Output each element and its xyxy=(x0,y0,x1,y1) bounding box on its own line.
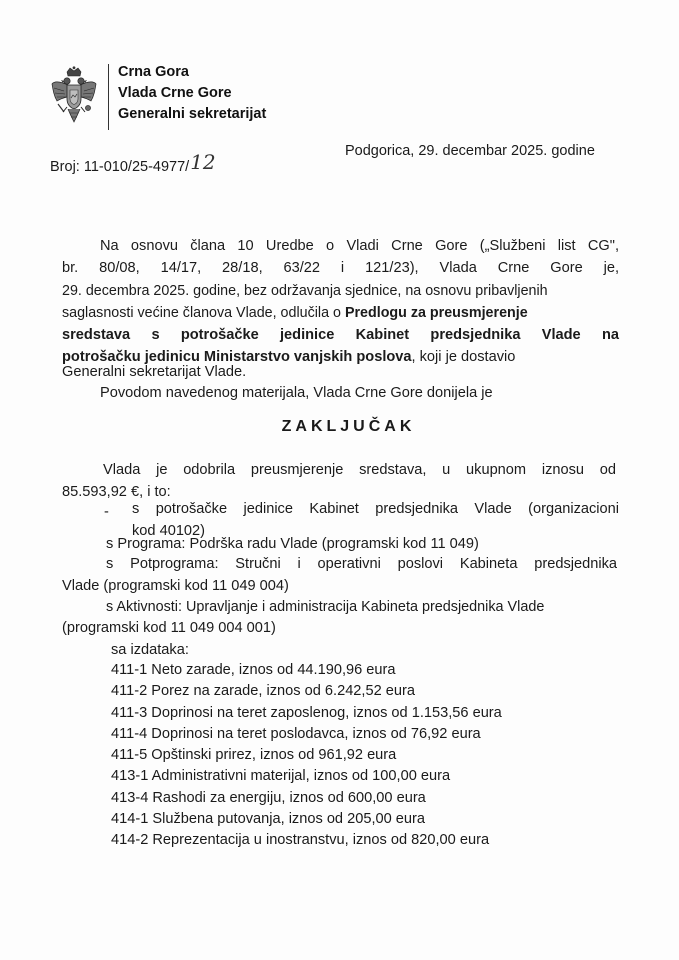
conclusion-line-5: s Programa: Podrška radu Vlade (programski kod 11 049) xyxy=(106,536,479,552)
handwritten-reference: 12 xyxy=(190,150,216,174)
header-secretariat: Generalni sekretarijat xyxy=(118,106,267,122)
intro-line-6 xyxy=(62,349,515,365)
coat-of-arms-icon xyxy=(50,66,98,124)
conclusion-line-9: (programski kod 11 049 004 001) xyxy=(62,620,276,636)
conclusion-line-6: s Potprograma: Stručni i operativni poslovi Kabineta predsjednika xyxy=(106,556,617,572)
conclusion-line-1: Vlada je odobrila preusmjerenje sredstava, u ukupnom iznosu od xyxy=(103,462,616,478)
list-bullet: - xyxy=(104,504,109,520)
header-country: Crna Gora xyxy=(118,64,189,80)
header-government: Vlada Crne Gore xyxy=(118,85,232,101)
conclusion-line-2: 85.593,92 €, i to: xyxy=(62,484,171,500)
expenditure-item: 411-2 Porez na zarade, iznos od 6.242,52 eura xyxy=(111,683,415,700)
header-block xyxy=(118,62,266,125)
intro-line-4 xyxy=(62,305,528,321)
expenditure-item: 414-1 Službena putovanja, iznos od 205,00 eura xyxy=(111,811,426,828)
conclusion-line-8: s Aktivnosti: Upravljanje i administracija Kabineta predsjednika Vlade xyxy=(106,599,545,615)
reference-number-text: Broj: 11-010/25-4977/ xyxy=(50,159,190,175)
expenditure-item: 411-5 Opštinski prirez, iznos od 961,92 eura xyxy=(111,747,397,764)
expenditure-item: 413-1 Administrativni materijal, iznos od 100,00 eura xyxy=(111,768,451,785)
expenditure-list xyxy=(111,660,502,852)
expenditure-item: 411-1 Neto zarade, iznos od 44.190,96 eura xyxy=(111,662,396,678)
expenditure-item: 411-4 Doprinosi na teret poslodavca, iznos od 76,92 eura xyxy=(111,725,481,742)
intro-line-2: br. 80/08, 14/17, 28/18, 63/22 i 121/23), Vlada Crne Gore je, xyxy=(62,260,619,276)
conclusion-line-4: kod 40102) xyxy=(132,523,206,539)
conclusion-line-3: s potrošačke jedinice Kabinet predsjednika Vlade (organizacioni xyxy=(132,501,619,517)
expenditure-item: 413-4 Rashodi za energiju, iznos od 600,00 eura xyxy=(111,789,426,806)
document-title: ZAKLJUČAK xyxy=(281,418,416,435)
header-divider xyxy=(108,64,109,130)
expenditure-item: 414-2 Reprezentacija u inostranstvu, iznos od 820,00 eura xyxy=(111,832,490,849)
conclusion-line-10: sa izdataka: xyxy=(111,642,189,658)
conclusion-line-7: Vlade (programski kod 11 049 004) xyxy=(62,578,289,594)
intro-line-4-bold: Predlogu za preusmjerenje xyxy=(344,305,528,321)
intro-line-8: Povodom navedenog materijala, Vlada Crne Gore donijela je xyxy=(100,385,493,401)
intro-line-6-bold: potrošačku jedinicu Ministarstvo vanjskih poslova xyxy=(62,349,412,365)
document-date: Podgorica, 29. decembar 2025. godine xyxy=(345,143,595,159)
intro-line-4-plain: saglasnosti većine članova Vlade, odlučila o xyxy=(62,305,345,321)
intro-line-3: 29. decembra 2025. godine, bez održavanja sjednice, na osnovu pribavljenih xyxy=(62,283,548,299)
intro-line-7: Generalni sekretarijat Vlade. xyxy=(62,364,247,380)
reference-number xyxy=(50,152,216,176)
intro-line-5: sredstava s potrošačke jedinice Kabinet predsjednika Vlade na xyxy=(62,327,619,343)
intro-line-6-plain: , koji je dostavio xyxy=(411,349,516,365)
expenditure-item: 411-3 Doprinosi na teret zaposlenog, iznos od 1.153,56 eura xyxy=(111,704,502,721)
intro-line-1: Na osnovu člana 10 Uredbe o Vladi Crne Gore („Službeni list CG", xyxy=(100,238,619,254)
